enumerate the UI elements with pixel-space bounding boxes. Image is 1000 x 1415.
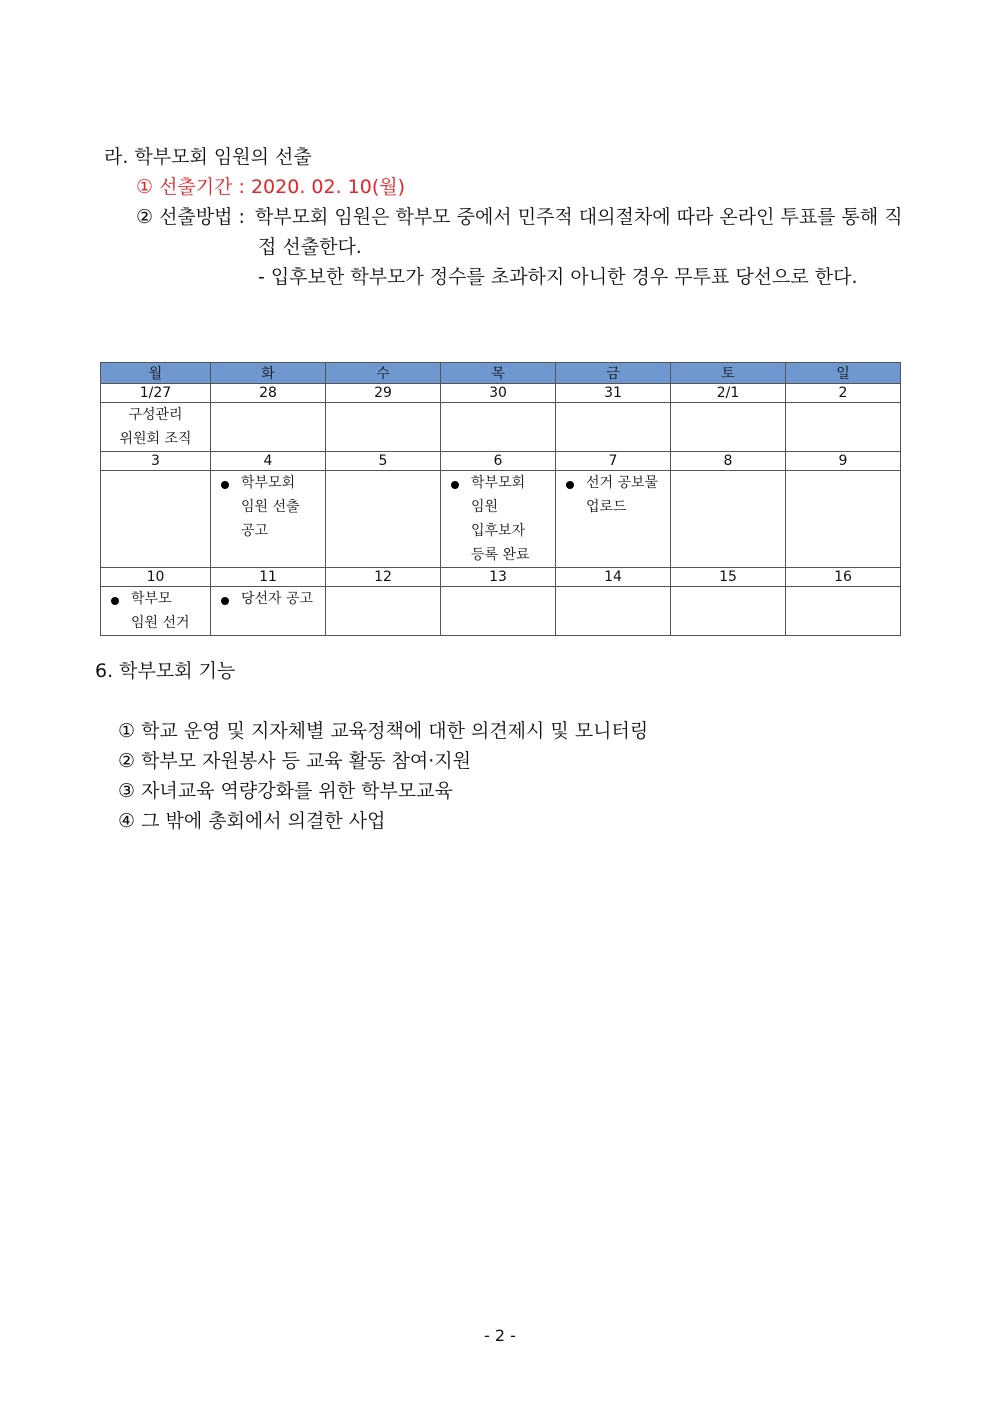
- event-cell: [556, 587, 671, 636]
- bullet-icon: [566, 481, 574, 489]
- event-cell-fri: [556, 471, 671, 568]
- election-method-label: ② 선출방법 :: [136, 206, 245, 228]
- function-item: ④ 그 밖에 총회에서 의결한 사업: [118, 810, 386, 832]
- event-cell: [326, 471, 441, 568]
- election-method-text-line1: 학부모회 임원은 학부모 중에서 민주적 대의절차에 따라 온라인 투표를 통해 직: [254, 206, 903, 228]
- date-cell: 30: [441, 384, 556, 403]
- event-cell-mon: [101, 403, 211, 452]
- bullet-icon: [221, 597, 229, 605]
- date-cell: 16: [786, 568, 901, 587]
- week3-event-row: [101, 587, 901, 636]
- header-fri: 금: [556, 363, 671, 384]
- date-cell: 9: [786, 452, 901, 471]
- week1-event-row: [101, 403, 901, 452]
- page-number: - 2 -: [484, 1326, 516, 1345]
- event-cell-tue: [211, 587, 326, 636]
- function-item: ③ 자녀교육 역량강화를 위한 학부모교육: [118, 780, 453, 802]
- bullet-icon: [111, 597, 119, 605]
- event-entry: [101, 587, 210, 635]
- date-cell: 12: [326, 568, 441, 587]
- date-cell: 5: [326, 452, 441, 471]
- event-cell: [786, 587, 901, 636]
- event-line: 선거 공보물: [586, 475, 659, 491]
- date-cell: 1/27: [101, 384, 211, 403]
- event-entry: [211, 471, 325, 543]
- week2-event-row: [101, 471, 901, 568]
- bullet-icon: [221, 481, 229, 489]
- week2-date-row: [101, 452, 901, 471]
- event-line: 임원: [471, 499, 499, 515]
- event-line: 당선자 공고: [241, 591, 314, 607]
- event-cell: [671, 403, 786, 452]
- date-cell: 2: [786, 384, 901, 403]
- date-cell: 13: [441, 568, 556, 587]
- event-line: 학부모회: [471, 475, 526, 491]
- date-cell: 6: [441, 452, 556, 471]
- header-sun: 일: [786, 363, 901, 384]
- date-cell: 31: [556, 384, 671, 403]
- event-line: 구성관리: [128, 407, 183, 423]
- header-mon: 월: [101, 363, 211, 384]
- function-item: ② 학부모 자원봉사 등 교육 활동 참여·지원: [118, 750, 471, 772]
- event-cell: [326, 403, 441, 452]
- event-line: 입후보자: [471, 523, 526, 539]
- date-cell: 10: [101, 568, 211, 587]
- event-line: 임원 선거: [131, 615, 190, 631]
- bullet-icon: [451, 481, 459, 489]
- event-entry: [211, 587, 325, 611]
- week3-date-row: [101, 568, 901, 587]
- election-method-row: [136, 202, 903, 229]
- event-line: 위원회 조직: [119, 431, 192, 447]
- event-cell: [786, 403, 901, 452]
- section6-heading: 6. 학부모회 기능: [95, 660, 236, 682]
- section-ra-heading: 라. 학부모회 임원의 선출: [104, 146, 312, 168]
- date-cell: 14: [556, 568, 671, 587]
- date-cell: 4: [211, 452, 326, 471]
- event-cell: [326, 587, 441, 636]
- event-line: 공고: [241, 523, 269, 539]
- event-cell: [211, 403, 326, 452]
- event-cell: [441, 403, 556, 452]
- election-period: ① 선출기간 : 2020. 02. 10(월): [136, 176, 406, 198]
- date-cell: 8: [671, 452, 786, 471]
- event-cell: [101, 471, 211, 568]
- event-cell-tue: [211, 471, 326, 568]
- date-cell: 28: [211, 384, 326, 403]
- event-cell: [671, 587, 786, 636]
- election-method-note: - 입후보한 학부모가 정수를 초과하지 아니한 경우 무투표 당선으로 한다.: [258, 266, 858, 288]
- date-cell: 29: [326, 384, 441, 403]
- header-sat: 토: [671, 363, 786, 384]
- event-entry: [556, 471, 670, 519]
- event-cell: [786, 471, 901, 568]
- election-method-text-line2: 접 선출한다.: [258, 236, 362, 258]
- date-cell: 2/1: [671, 384, 786, 403]
- event-entry: [441, 471, 555, 567]
- event-cell: [671, 471, 786, 568]
- header-thu: 목: [441, 363, 556, 384]
- header-tue: 화: [211, 363, 326, 384]
- event-line: 학부모회: [241, 475, 296, 491]
- date-cell: 15: [671, 568, 786, 587]
- event-line: 학부모: [131, 591, 172, 607]
- event-cell-thu: [441, 471, 556, 568]
- event-line: 등록 완료: [471, 547, 530, 563]
- date-cell: 7: [556, 452, 671, 471]
- event-cell: [556, 403, 671, 452]
- event-cell-mon: [101, 587, 211, 636]
- header-wed: 수: [326, 363, 441, 384]
- function-item: ① 학교 운영 및 지자체별 교육정책에 대한 의견제시 및 모니터링: [118, 720, 649, 742]
- calendar-header-row: [101, 363, 901, 384]
- week1-date-row: [101, 384, 901, 403]
- event-line: 임원 선출: [241, 499, 300, 515]
- schedule-calendar: [100, 362, 901, 636]
- event-line: 업로드: [586, 499, 627, 515]
- date-cell: 3: [101, 452, 211, 471]
- event-cell: [441, 587, 556, 636]
- date-cell: 11: [211, 568, 326, 587]
